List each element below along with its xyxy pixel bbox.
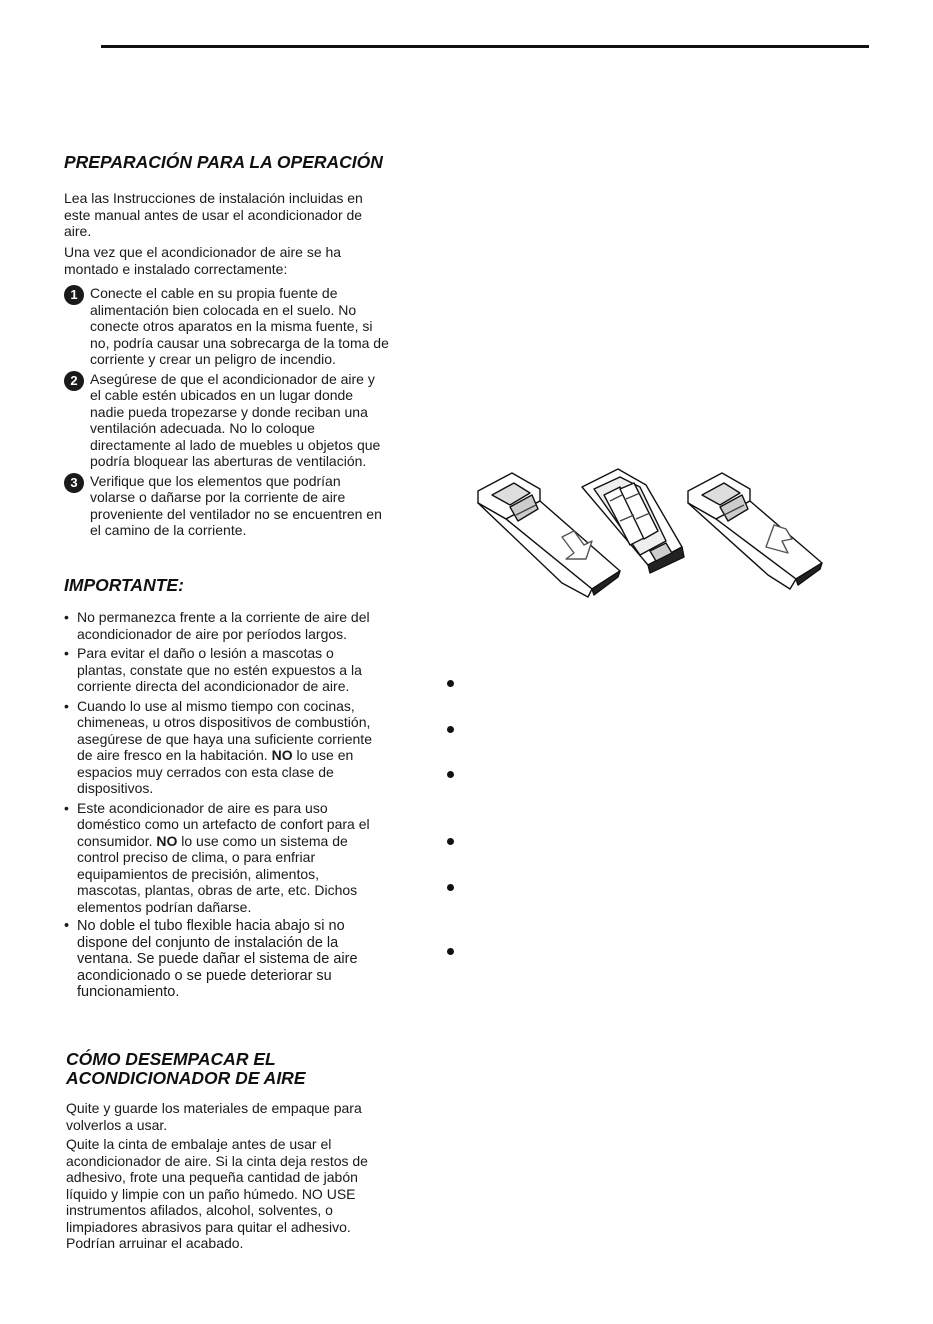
bullet-mark: • (64, 609, 69, 625)
heading-importante: IMPORTANTE: (64, 575, 184, 595)
important-text: Para evitar el daño o lesión a mascotas o plantas, constate que no estén expuestos a la corriente directa del acondicionador de aire. (77, 645, 362, 694)
important-item (64, 645, 382, 695)
important-text-bold: NO (156, 832, 178, 849)
bullet-dot (447, 726, 454, 733)
bullet-dot (447, 838, 454, 845)
important-list (64, 609, 382, 1004)
unpack-paragraph-2: Quite la cinta de embalaje antes de usar el acondicionador de aire. Si la cinta deja restos de adhesivo, frote una pequeña cantidad de jabón líquido y limpie con un paño húmedo. NO USE instrumentos afilados, alcohol, solventes, o limpiadores abrasivos para quitar el adhesivo. Podrían arruinar el acabado. (66, 1136, 368, 1251)
bullet-dot (447, 948, 454, 955)
step-text: Verifique que los elementos que podrían volarse o dañarse por la corriente de aire proveniente del ventilador no se encuentren en el camino de la corriente. (90, 472, 382, 538)
heading-desempacar-line1: CÓMO DESEMPACAR EL (66, 1049, 276, 1069)
top-rule (101, 45, 869, 48)
important-text-pre: Cuando lo use al mismo tiempo con cocinas, chimeneas, u otros dispositivos de combustión, asegúrese de que haya una suficiente corriente de aire fresco en la habitación. (77, 697, 372, 763)
remote-close-cover-up (688, 473, 822, 589)
step-item (64, 473, 389, 539)
heading-preparacion: PREPARACIÓN PARA LA OPERACIÓN (64, 152, 383, 172)
bullet-dot (447, 884, 454, 891)
heading-desempacar-line2: ACONDICIONADOR DE AIRE (66, 1068, 306, 1088)
steps-list (64, 285, 389, 542)
bullet-mark: • (64, 799, 69, 816)
bullet-dot (447, 680, 454, 687)
step-item (64, 285, 389, 368)
bullet-mark: • (64, 645, 69, 661)
important-text-post: lo use en espacios muy cerrados con esta clase de dispositivos. (77, 747, 354, 796)
important-text-bold: NO (271, 747, 293, 763)
bullet-mark: • (64, 918, 70, 934)
bullet-mark: • (64, 697, 69, 714)
important-text-post: lo use como un sistema de control preciso de clima, o para enfriar equipamientos de precisión, alimentos, mascotas, plantas, obras de arte, etc. Dichos elementos podrían dañarse. (77, 832, 358, 915)
step-number-badge: 2 (64, 371, 84, 391)
important-item (64, 698, 382, 797)
important-text-pre: Este acondicionador de aire es para uso doméstico como un artefacto de confort para el consumidor. (77, 799, 370, 849)
step-item (64, 371, 389, 470)
step-number-badge: 1 (64, 285, 84, 305)
remote-battery-install-illustration (470, 465, 840, 600)
important-item (64, 918, 382, 1001)
important-text: No doble el tubo flexible hacia abajo si no dispone del conjunto de instalación de la ventana. Se puede dañar el sistema de aire acondicionado o se puede deteriorar su funcionamiento. (77, 918, 358, 1000)
step-number-badge: 3 (64, 473, 84, 493)
intro-paragraph-1: Lea las Instrucciones de instalación incluidas en este manual antes de usar el acondicionador de aire. (64, 190, 363, 239)
bullet-dot (447, 771, 454, 778)
important-item (64, 609, 382, 642)
unpack-paragraph-1: Quite y guarde los materiales de empaque para volverlos a usar. (66, 1100, 362, 1133)
step-text: Asegúrese de que el acondicionador de aire y el cable estén ubicados en un lugar donde nadie pueda tropezarse y donde reciban una ventilación adecuada. No lo coloque directamente al lado de muebles u objetos que podría bloquear las aberturas de ventilación. (90, 370, 381, 469)
important-item (64, 800, 382, 916)
intro-paragraph-2: Una vez que el acondicionador de aire se ha montado e instalado correctamente: (64, 244, 342, 277)
step-text: Conecte el cable en su propia fuente de alimentación bien colocada en el suelo. No conecte otros aparatos en la misma fuente, si no, podría causar una sobrecarga de la toma de corriente y crear un peligro de incendio. (90, 285, 389, 367)
important-text: No permanezca frente a la corriente de aire del acondicionador de aire por períodos largos. (77, 609, 370, 642)
